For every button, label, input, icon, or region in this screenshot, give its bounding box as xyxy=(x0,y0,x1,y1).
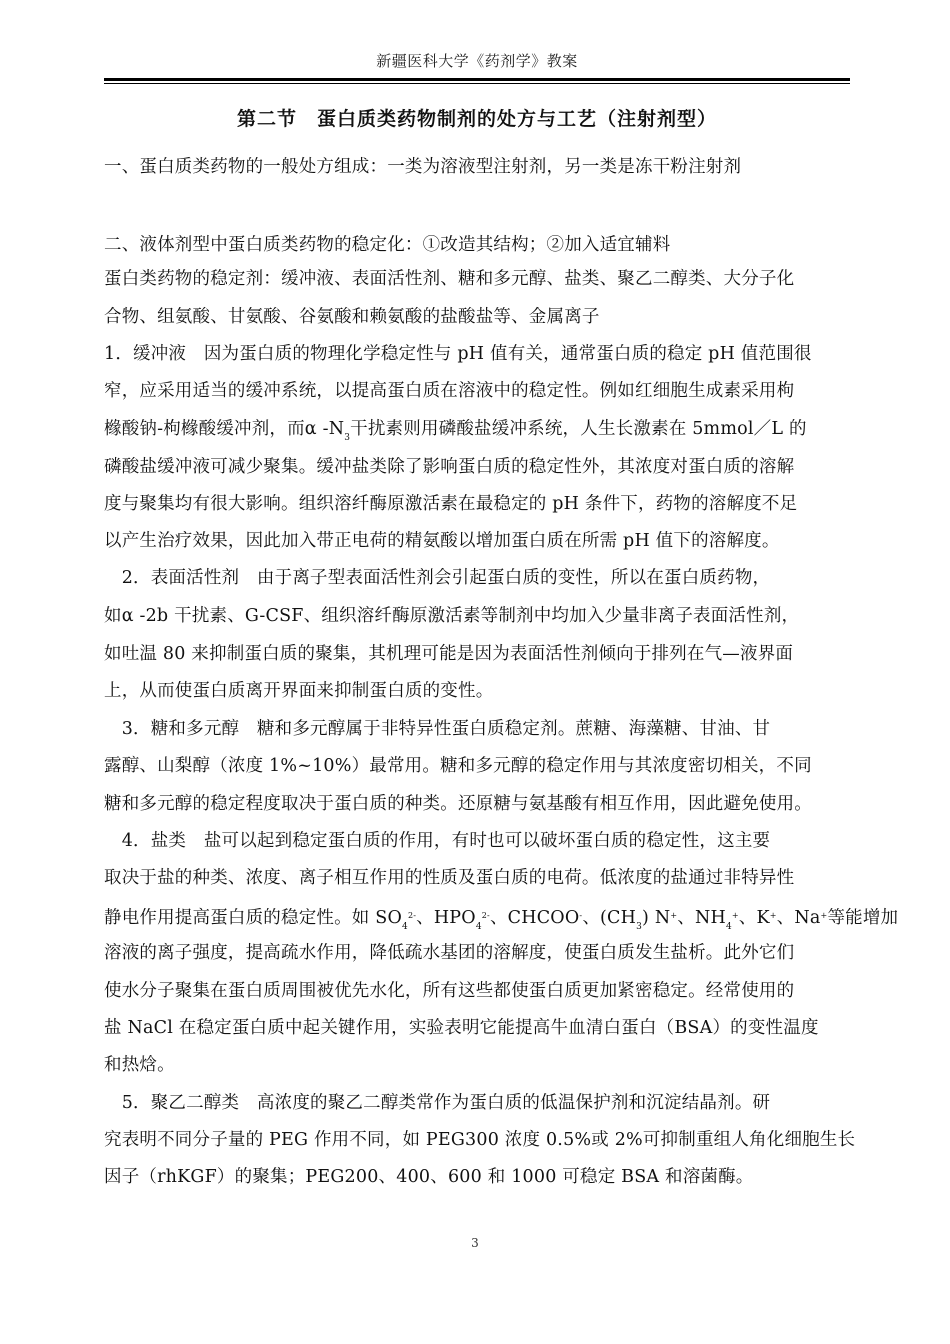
paragraph-line: 和热焓。 xyxy=(104,1055,175,1075)
paragraph-line: 合物、组氨酸、甘氨酸、谷氨酸和赖氨酸的盐酸盐等、金属离子 xyxy=(104,307,600,327)
text-run: 、NH xyxy=(677,908,726,928)
text-run: 、(CH xyxy=(582,908,637,928)
paragraph-line: 如吐温 80 来抑制蛋白质的聚集，其机理可能是因为表面活性剂倾向于排列在气—液界面 xyxy=(104,644,794,664)
paragraph-line: 如α -2b 干扰素、G-CSF、组织溶纤酶原激活素等制剂中均加入少量非离子表面活性剂， xyxy=(104,606,800,626)
text-run: 静电作用提高蛋白质的稳定性。如 SO xyxy=(104,908,402,928)
subscript: 3 xyxy=(636,922,643,932)
text-run: 等能增加 xyxy=(827,908,899,928)
paragraph-line: 因子（rhKGF）的聚集；PEG200、400、600 和 1000 可稳定 BSA 和溶菌酶。 xyxy=(104,1167,754,1187)
paragraph-line: 溶液的离子强度，提高疏水作用，降低疏水基团的溶解度，使蛋白质发生盐析。此外它们 xyxy=(104,943,795,963)
paragraph-line: 一、蛋白质类药物的一般处方组成：一类为溶液型注射剂，另一类是冻干粉注射剂 xyxy=(104,157,742,177)
text-run: 、CHCOO xyxy=(489,908,580,928)
paragraph-line: 二、液体剂型中蛋白质类药物的稳定化：①改造其结构；②加入适宜辅料 xyxy=(104,235,671,255)
header-rule-thick xyxy=(104,78,850,81)
paragraph-line: 窄，应采用适当的缓冲系统，以提高蛋白质在溶液中的稳定性。例如红细胞生成素采用枸 xyxy=(104,381,795,401)
paragraph-line: 使水分子聚集在蛋白质周围被优先水化，所有这些都使蛋白质更加紧密稳定。经常使用的 xyxy=(104,981,795,1001)
paragraph-line: 磷酸盐缓冲液可减少聚集。缓冲盐类除了影响蛋白质的稳定性外，其浓度对蛋白质的溶解 xyxy=(104,457,795,477)
paragraph-line: 蛋白类药物的稳定剂：缓冲液、表面活性剂、糖和多元醇、盐类、聚乙二醇类、大分子化 xyxy=(104,269,795,289)
subscript: 3 xyxy=(344,433,351,443)
header-rule-thin xyxy=(104,83,850,84)
paragraph-line xyxy=(104,903,899,940)
paragraph-line: 1．缓冲液 因为蛋白质的物理化学稳定性与 pH 值有关，通常蛋白质的稳定 pH 值范围很 xyxy=(104,344,812,364)
text-run: 橼酸钠-枸橼酸缓冲剂，而α -N xyxy=(104,419,345,439)
text-run: 、K xyxy=(738,908,770,928)
text-run: ) N xyxy=(642,908,671,928)
superscript: + xyxy=(670,911,678,920)
paragraph-line: 究表明不同分子量的 PEG 作用不同，如 PEG300 浓度 0.5%或 2%可抑制重组人角化细胞生长 xyxy=(104,1130,856,1150)
paragraph-line: 3．糖和多元醇 糖和多元醇属于非特异性蛋白质稳定剂。蔗糖、海藻糖、甘油、甘 xyxy=(104,719,771,739)
superscript: + xyxy=(820,911,828,920)
superscript: + xyxy=(731,911,739,920)
superscript: + xyxy=(769,911,777,920)
paragraph-line: 2．表面活性剂 由于离子型表面活性剂会引起蛋白质的变性，所以在蛋白质药物， xyxy=(104,568,771,588)
paragraph-line: 度与聚集均有很大影响。组织溶纤酶原激活素在最稳定的 pH 条件下，药物的溶解度不足 xyxy=(104,494,798,514)
paragraph-line: 5．聚乙二醇类 高浓度的聚乙二醇类常作为蛋白质的低温保护剂和沉淀结晶剂。研 xyxy=(104,1093,771,1113)
superscript: 2- xyxy=(481,911,490,920)
text-run: 、HPO xyxy=(416,908,476,928)
section-title: 第二节 蛋白质类药物制剂的处方与工艺（注射剂型） xyxy=(236,108,717,130)
paragraph-line: 以产生治疗效果，因此加入带正电荷的精氨酸以增加蛋白质在所需 pH 值下的溶解度。 xyxy=(104,531,780,551)
page-number: 3 xyxy=(471,1236,479,1250)
page-header: 新疆医科大学《药剂学》教案 xyxy=(376,52,578,70)
text-run: 干扰素则用磷酸盐缓冲系统，人生长激素在 5mmol／L 的 xyxy=(350,419,807,439)
paragraph-line: 露醇、山梨醇（浓度 1%~10%）最常用。糖和多元醇的稳定作用与其浓度密切相关，不同 xyxy=(104,756,812,776)
text-run: 、Na xyxy=(776,908,821,928)
subscript: 4 xyxy=(725,922,732,932)
paragraph-line xyxy=(104,416,852,451)
superscript: 2- xyxy=(407,911,417,920)
superscript: - xyxy=(579,911,583,920)
subscript: 4 xyxy=(475,922,482,932)
paragraph-line: 取决于盐的种类、浓度、离子相互作用的性质及蛋白质的电荷。低浓度的盐通过非特异性 xyxy=(104,868,795,888)
subscript: 4 xyxy=(402,922,408,932)
paragraph-line: 糖和多元醇的稳定程度取决于蛋白质的种类。还原糖与氨基酸有相互作用，因此避免使用。 xyxy=(104,794,812,814)
paragraph-line: 上，从而使蛋白质离开界面来抑制蛋白质的变性。 xyxy=(104,681,494,701)
paragraph-line: 盐 NaCl 在稳定蛋白质中起关键作用，实验表明它能提高牛血清白蛋白（BSA）的变性温度 xyxy=(104,1018,819,1038)
paragraph-line: 4．盐类 盐可以起到稳定蛋白质的作用，有时也可以破坏蛋白质的稳定性，这主要 xyxy=(104,831,771,851)
